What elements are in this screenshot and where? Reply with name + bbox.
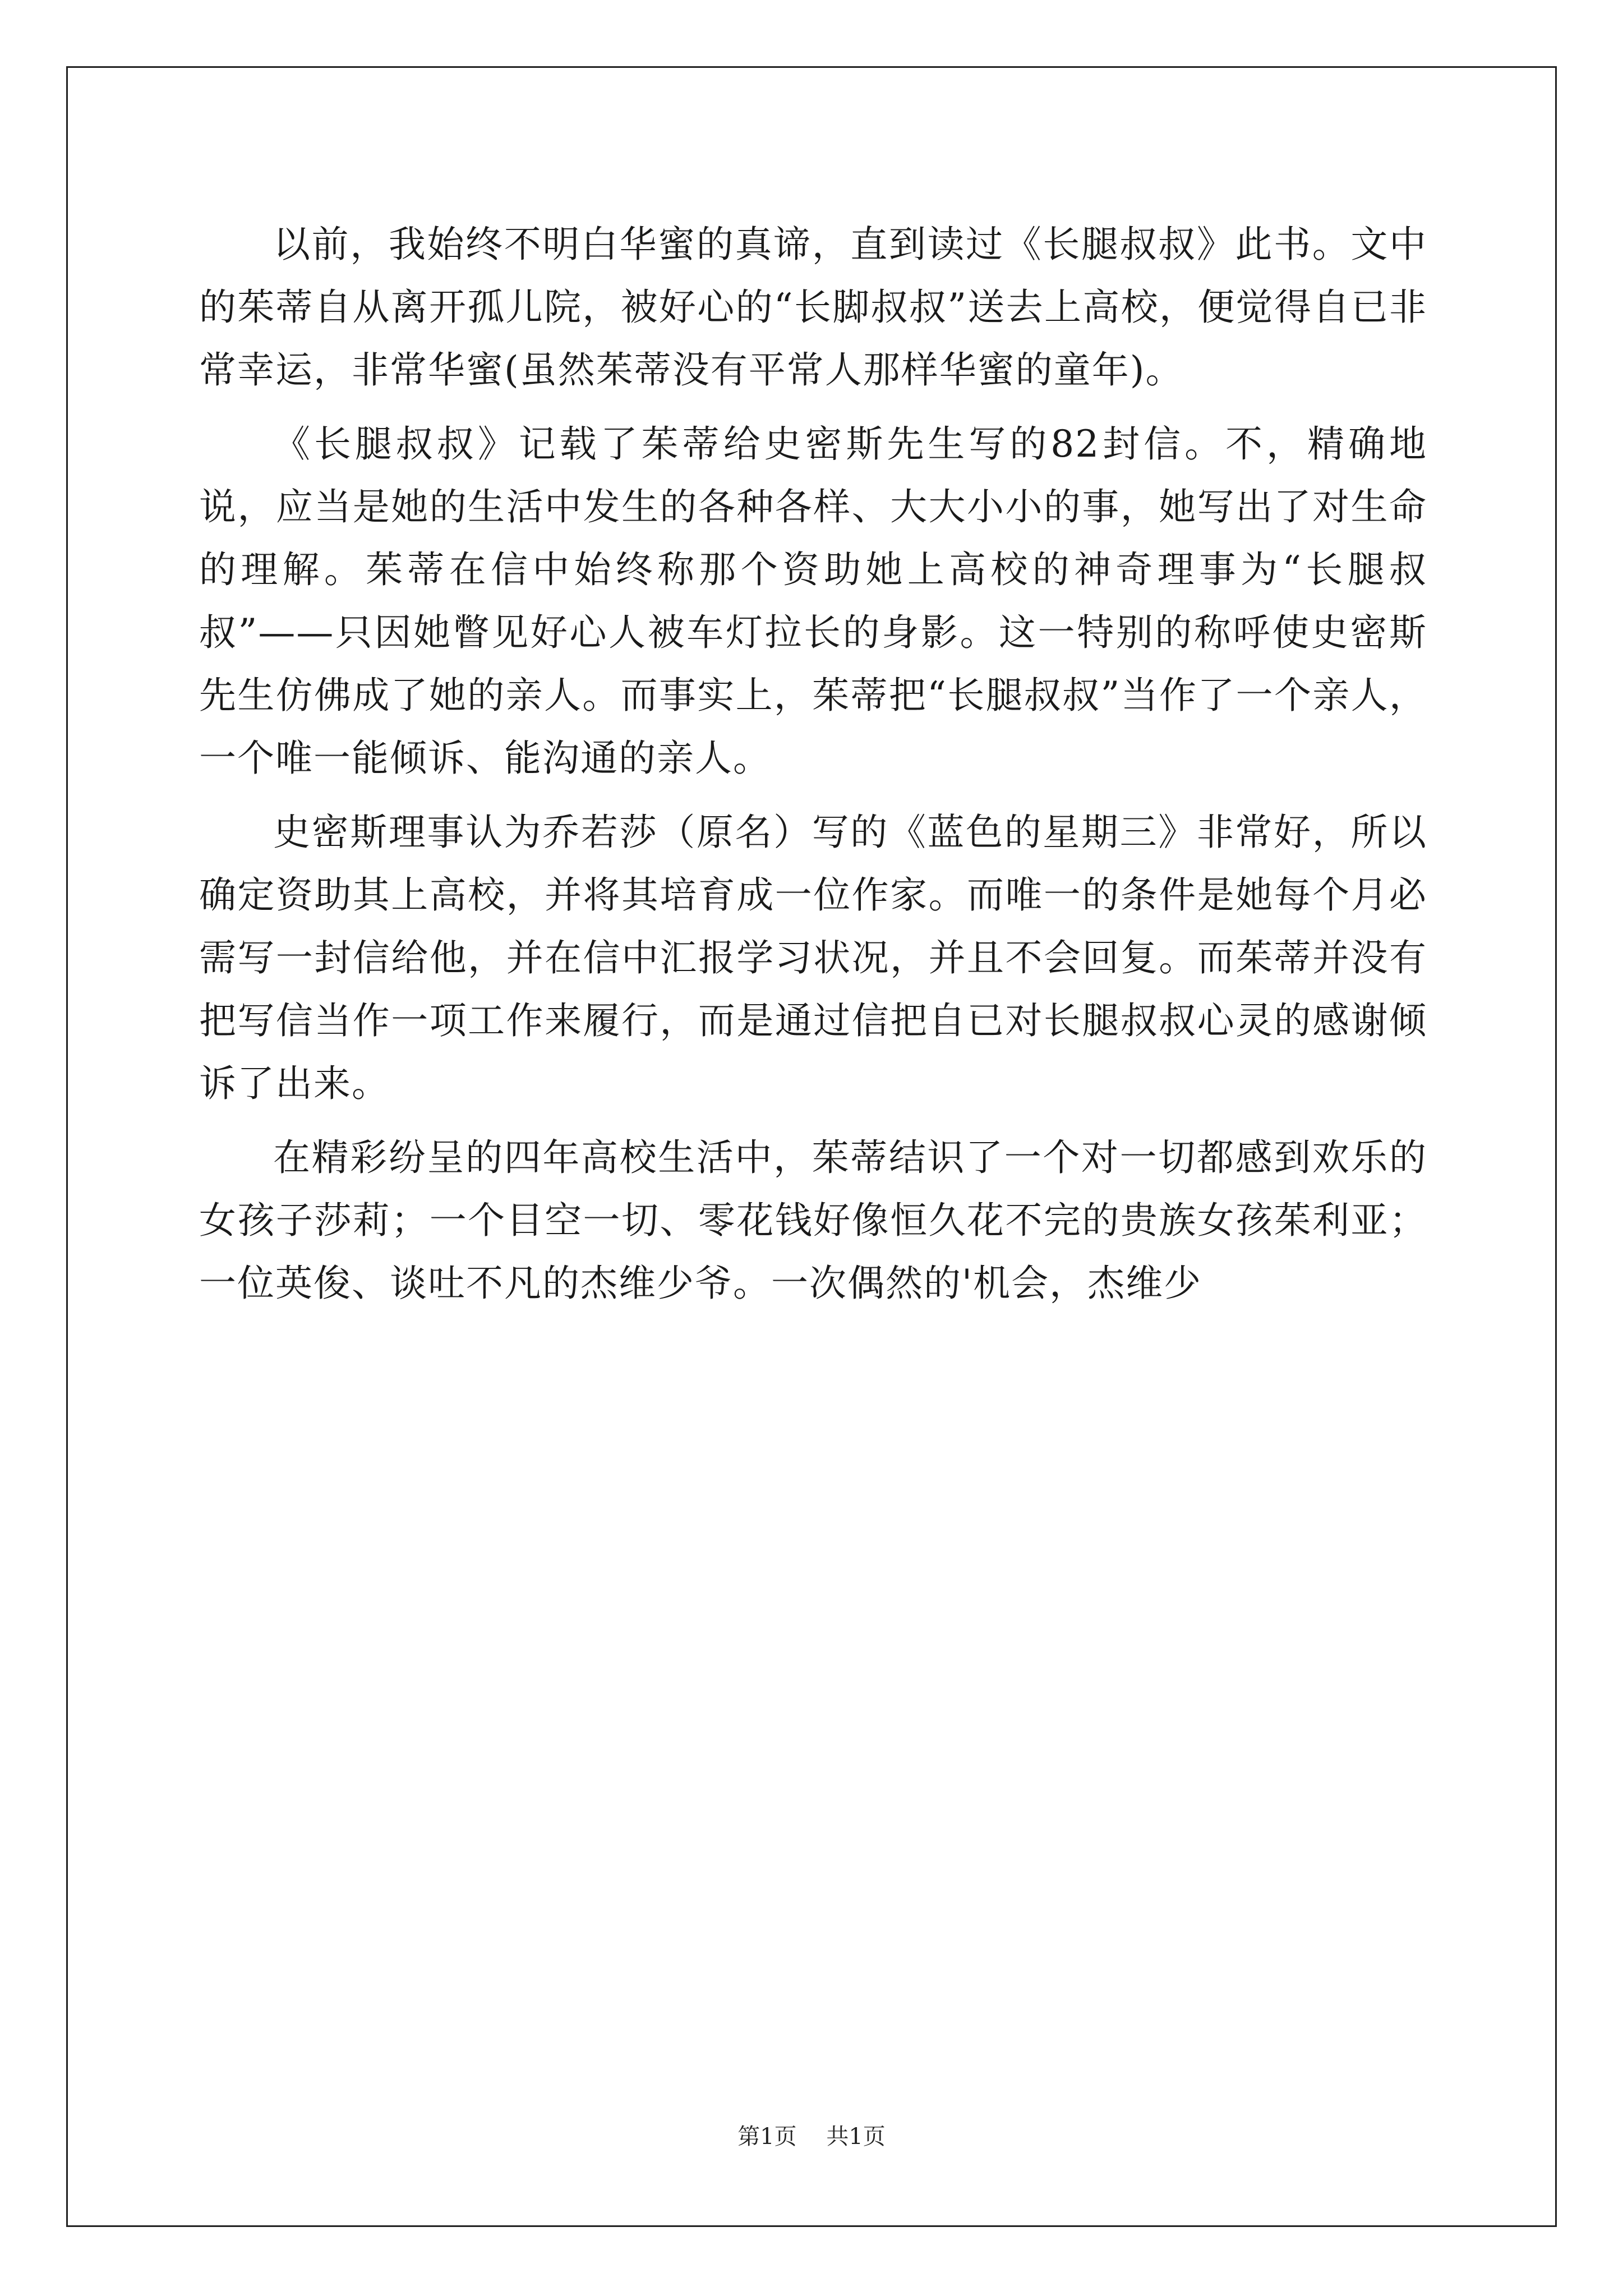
page-total: 共1页: [826, 2124, 886, 2150]
paragraph-4: 在精彩纷呈的四年高校生活中，茱蒂结识了一个对一切都感到欢乐的女孩子莎莉；一个目空一切、零花钱好像恒久花不完的贵族女孩茱利亚；一位英俊、谈吐不凡的杰维少爷。一次偶然的'机会，杰维少: [199, 1136, 1427, 1305]
document-body: [199, 213, 1427, 1315]
paragraph-3: 史密斯理事认为乔若莎（原名）写的《蓝色的星期三》非常好，所以确定资助其上高校，并将其培育成一位作家。而唯一的条件是她每个月必需写一封信给他，并在信中汇报学习状况，并且不会回复。而茱蒂并没有把写信当作一项工作来履行，而是通过信把自已对长腿叔叔心灵的感谢倾诉了出来。: [199, 811, 1427, 1105]
paragraph-1: 以前，我始终不明白华蜜的真谛，直到读过《长腿叔叔》此书。文中的茱蒂自从离开孤儿院，被好心的“长脚叔叔”送去上高校，便觉得自已非常幸运，非常华蜜(虽然茱蒂没有平常人那样华蜜的童年)。: [199, 223, 1427, 392]
paragraph-2: 《长腿叔叔》记载了茱蒂给史密斯先生写的82封信。不，精确地说，应当是她的生活中发生的各种各样、大大小小的事，她写出了对生命的理解。茱蒂在信中始终称那个资助她上高校的神奇理事为“长腿叔叔”——只因她瞥见好心人被车灯拉长的身影。这一特别的称呼使史密斯先生仿佛成了她的亲人。而事实上，茱蒂把“长腿叔叔”当作了一个亲人，一个唯一能倾诉、能沟通的亲人。: [199, 422, 1427, 780]
page-number: 第1页: [737, 2124, 797, 2150]
page-footer: [0, 2119, 1623, 2151]
